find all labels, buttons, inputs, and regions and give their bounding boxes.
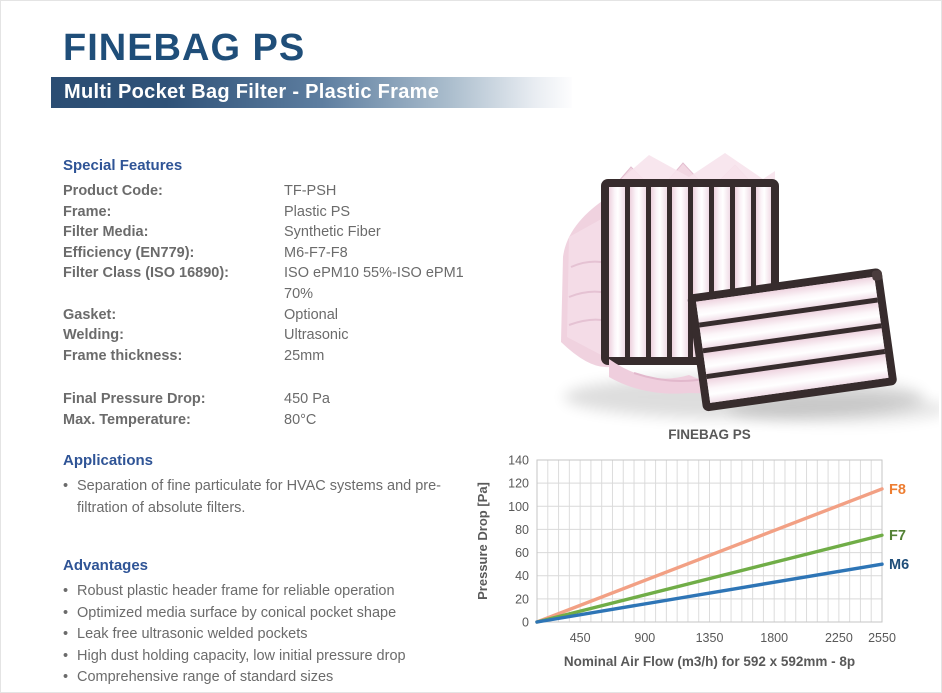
spec-label: Filter Class (ISO 16890): <box>63 265 230 282</box>
spec-row <box>63 222 493 243</box>
y-tick-label: 100 <box>508 499 529 514</box>
x-tick-label: 2550 <box>868 631 896 645</box>
x-tick-label: 1800 <box>760 631 789 645</box>
series-label-f7: F7 <box>889 528 906 545</box>
spec-value: ISO ePM10 55%-ISO ePM1 70% <box>284 265 464 302</box>
spec-label: Filter Media: <box>63 224 149 241</box>
spec-value: Ultrasonic <box>284 327 349 344</box>
y-tick-label: 60 <box>515 546 529 561</box>
applications-heading: Applications <box>63 452 154 469</box>
list-item: • Leak free ultrasonic welded pockets <box>63 624 499 646</box>
spec-label: Max. Temperature: <box>63 411 191 428</box>
spec-spacer <box>63 366 493 389</box>
spec-row <box>63 243 493 264</box>
x-tick-label: 450 <box>569 631 591 645</box>
spec-row <box>63 410 493 431</box>
spec-row <box>63 263 493 304</box>
chart-x-axis-label: Nominal Air Flow (m3/h) for 592 x 592mm - 8p <box>563 654 856 669</box>
series-label-m6: M6 <box>889 557 910 574</box>
spec-table-extra <box>63 389 493 430</box>
spec-value: 450 Pa <box>284 391 330 408</box>
y-tick-label: 140 <box>508 453 529 468</box>
list-item: • Comprehensive range of standard sizes <box>63 667 499 689</box>
spec-row <box>63 389 493 410</box>
series-label-f8: F8 <box>889 481 906 498</box>
spec-value: 25mm <box>284 347 325 364</box>
applications-list <box>63 476 483 519</box>
spec-label: Frame: <box>63 203 112 220</box>
spec-row <box>63 181 493 202</box>
spec-label: Product Code: <box>63 183 163 199</box>
spec-row <box>63 346 493 367</box>
product-image <box>539 137 939 435</box>
special-features-heading: Special Features <box>63 157 183 174</box>
spec-value: Optional <box>284 306 339 323</box>
spec-label: Welding: <box>63 327 124 344</box>
spec-value: Plastic PS <box>284 203 351 220</box>
spec-label: Gasket: <box>63 306 117 323</box>
pressure-drop-chart <box>469 421 941 693</box>
chart-title: FINEBAG PS <box>668 427 751 442</box>
spec-value: M6-F7-F8 <box>284 244 348 261</box>
list-item: • Separation of fine particulate for HVAC systems and pre-filtration of absolute filters. <box>63 476 483 519</box>
subtitle-banner: Multi Pocket Bag Filter - Plastic Frame <box>51 77 572 108</box>
y-tick-label: 40 <box>515 569 529 584</box>
y-tick-label: 80 <box>515 522 529 537</box>
spec-value: 80°C <box>284 411 317 428</box>
y-tick-label: 120 <box>508 476 529 491</box>
x-tick-label: 1350 <box>695 631 724 645</box>
list-item: • Robust plastic header frame for reliable operation <box>63 581 499 603</box>
spec-table <box>63 181 493 366</box>
spec-label: Frame thickness: <box>63 347 183 364</box>
x-tick-label: 900 <box>634 631 656 645</box>
spec-row <box>63 202 493 223</box>
page-title: FINEBAG PS <box>63 27 306 69</box>
spec-value: TF-PSH <box>284 183 337 199</box>
list-item: • High dust holding capacity, low initial pressure drop <box>63 646 499 668</box>
advantages-section <box>63 557 499 689</box>
y-tick-label: 20 <box>515 592 529 607</box>
special-features-section <box>63 157 493 431</box>
list-item: • Optimized media surface by conical pocket shape <box>63 603 499 625</box>
spec-row <box>63 305 493 326</box>
spec-value: Synthetic Fiber <box>284 224 381 241</box>
spec-label: Efficiency (EN779): <box>63 244 195 261</box>
spec-label: Final Pressure Drop: <box>63 391 206 408</box>
spec-row <box>63 325 493 346</box>
advantages-heading: Advantages <box>63 557 149 574</box>
advantages-list <box>63 581 499 689</box>
chart-y-axis-label: Pressure Drop [Pa] <box>475 482 490 600</box>
y-tick-label: 0 <box>522 615 529 630</box>
x-tick-label: 2250 <box>824 631 853 645</box>
applications-section <box>63 452 483 519</box>
